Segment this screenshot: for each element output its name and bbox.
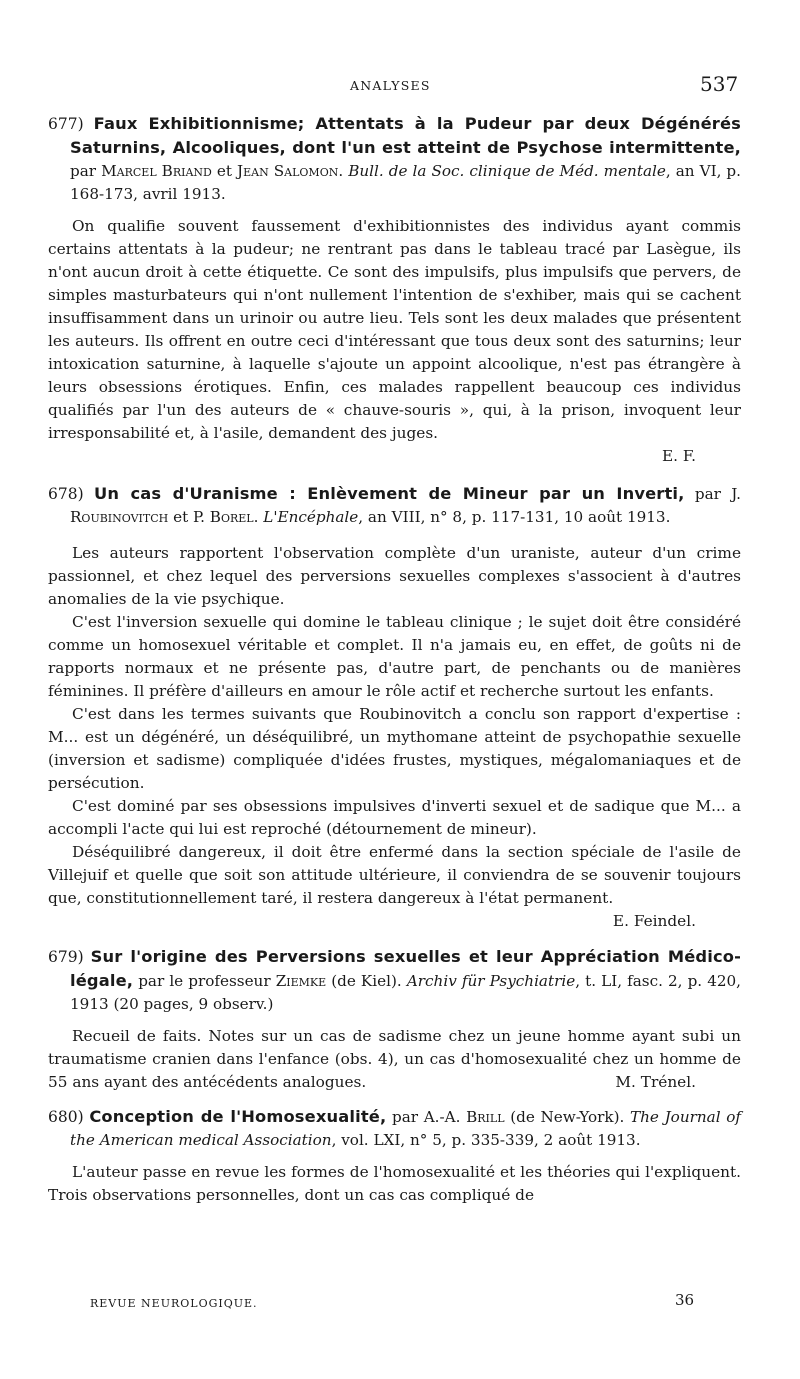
entry-677 <box>48 112 741 468</box>
journal-name: The Journal of the American medical Association <box>70 1108 741 1149</box>
reviewer-signature: E. Feindel. <box>612 912 696 930</box>
publication-details: , an VIII, n° 8, p. 117-131, 10 août 1913. <box>358 508 671 526</box>
entry-678 <box>48 482 741 933</box>
publication-details: , vol. LXI, n° 5, p. 335-339, 2 août 1913. <box>331 1131 641 1149</box>
separator: . <box>253 508 264 526</box>
paragraph-text: Recueil de faits. Notes sur un cas de sadisme chez un jeune homme ayant subi un traumatisme cranien dans l'enfance (obs. 4), un cas d'homosexualité chez un homme de 55 ans ayant des antécédents analogues. <box>48 1027 741 1091</box>
conjunction: et <box>168 508 193 526</box>
entry-number: 677) <box>48 115 84 133</box>
affiliation: (de New-York). <box>504 1108 630 1126</box>
entry-title: Sur l'origine des Perversions sexuelles et leur Appréciation Médico-légale, <box>70 947 741 990</box>
entry-title: Un cas d'Uranisme : Enlèvement de Mineur par un Inverti, <box>94 484 685 503</box>
entry-680-body: L'auteur passe en revue les formes de l'homosexualité et les théories qui l'expliquent. Trois observations personnelles, dont un cas cas compliqué de <box>48 1163 741 1204</box>
entry-title: Conception de l'Homosexualité, <box>89 1107 387 1126</box>
author-name: A.-A. Brill <box>423 1108 505 1126</box>
journal-name: L'Encéphale <box>263 508 359 526</box>
entry-678-heading <box>48 482 741 529</box>
separator: . <box>338 162 349 180</box>
entry-677-heading <box>48 112 741 206</box>
entry-678-paragraph-3: C'est dans les termes suivants que Roubinovitch a conclu son rapport d'expertise : M... est un dégénéré, un déséquilibré, un mythomane atteint de psychopathie sexuelle (inversion et sadisme) compliquée d'idées frustes, mystiques, mégalomaniaques et de persécution. <box>48 705 741 792</box>
par-text: par <box>386 1108 424 1126</box>
par-text: par <box>70 162 102 180</box>
entry-679-heading <box>48 945 741 1016</box>
running-title: ANALYSES <box>350 78 431 93</box>
author-name: J. Roubinovitch <box>70 485 741 526</box>
author-name: Ziemke <box>275 972 327 990</box>
reviewer-signature: E. F. <box>662 447 696 465</box>
page-number: 537 <box>700 72 739 96</box>
entry-679-body <box>48 1025 741 1094</box>
entry-number: 680) <box>48 1108 84 1126</box>
par-text: par le professeur <box>133 972 276 990</box>
journal-name: Bull. de la Soc. clinique de Méd. mentale <box>348 162 666 180</box>
publication-details: , t. LI, fasc. 2, p. 420, 1913 (20 pages, 9 observ.) <box>70 972 742 1013</box>
running-head <box>0 72 800 100</box>
entry-680-heading <box>48 1105 741 1152</box>
author-name: Marcel Briand <box>101 162 212 180</box>
conjunction: et <box>211 162 238 180</box>
entry-680 <box>48 1105 741 1207</box>
journal-name: Archiv für Psychiatrie <box>406 972 576 990</box>
entry-678-paragraph-2: C'est l'inversion sexuelle qui domine le tableau clinique ; le sujet doit être considéré comme un homosexuel véritable et complet. Il n'a jamais eu, en effet, de goûts ni de rapports normaux et ne présente pas, d'autre part, de penchants ou de manières féminines. Il préfère d'ailleurs en amour le rôle actif et recherche surtout les enfants. <box>48 613 741 700</box>
par-text: par <box>684 485 732 503</box>
paragraph-text: On qualifie souvent faussement d'exhibitionnistes des individus ayant commis certains attentats à la pudeur; ne rentrant pas dans le tableau tracé par Lasègue, ils n'ont aucun droit à cette étiquette. Ce sont des impulsifs, plus impulsifs que pervers, de simples masturbateurs qui n'ont nullement l'intention de s'exhiber, mais qui se cachent insuffisamment dans un urinoir ou autre lieu. Tels sont les deux malades que présentent les auteurs. Ils offrent en outre ceci d'intéressant que tous deux sont des saturnins; leur intoxication saturnine, à laquelle s'ajoute un appoint alcoolique, n'est pas étrangère à leurs obsessions érotiques. Enfin, ces malades rappellent beaucoup ces individus qualifiés par l'un des auteurs de « chauve-souris », qui, à la prison, invoquent leur irresponsabilité et, à l'asile, demandent des juges. <box>48 217 741 442</box>
author-name: Jean Salomon <box>237 162 339 180</box>
entry-title: Faux Exhibitionnisme; Attentats à la Pudeur par deux Dégénérés Saturnins, Alcooliques, dont l'un est atteint de Psychose intermittente, <box>70 114 741 157</box>
footer-signature-mark: REVUE NEUROLOGIQUE. <box>90 1297 258 1310</box>
publication-details: , an VI, p. 168-173, avril 1913. <box>70 162 741 203</box>
entry-677-body <box>48 215 741 468</box>
entry-number: 679) <box>48 948 84 966</box>
page-content <box>48 112 741 1207</box>
paragraph-text: Déséquilibré dangereux, il doit être enfermé dans la section spéciale de l'asile de Villejuif et quelle que soit son attitude ultérieure, il conviendra de se souvenir toujours que, constitutionnellement taré, il restera dangereux à l'état permanent. <box>48 843 741 907</box>
author-name: P. Borel <box>193 508 254 526</box>
footer-number: 36 <box>675 1291 695 1309</box>
entry-678-paragraph-4: C'est dominé par ses obsessions impulsives d'inverti sexuel et de sadique que M... a accompli l'acte qui lui est reproché (détournement de mineur). <box>48 797 741 838</box>
entry-678-paragraph-5 <box>48 841 741 933</box>
entry-number: 678) <box>48 485 84 503</box>
reviewer-signature: M. Trénel. <box>615 1073 696 1091</box>
affiliation: (de Kiel). <box>326 972 407 990</box>
entry-678-paragraph-1: Les auteurs rapportent l'observation complète d'un uraniste, auteur d'un crime passionnel, et chez lequel des perversions sexuelles complexes s'associent à d'autres anomalies de la vie psychique. <box>48 544 741 608</box>
entry-679 <box>48 945 741 1094</box>
